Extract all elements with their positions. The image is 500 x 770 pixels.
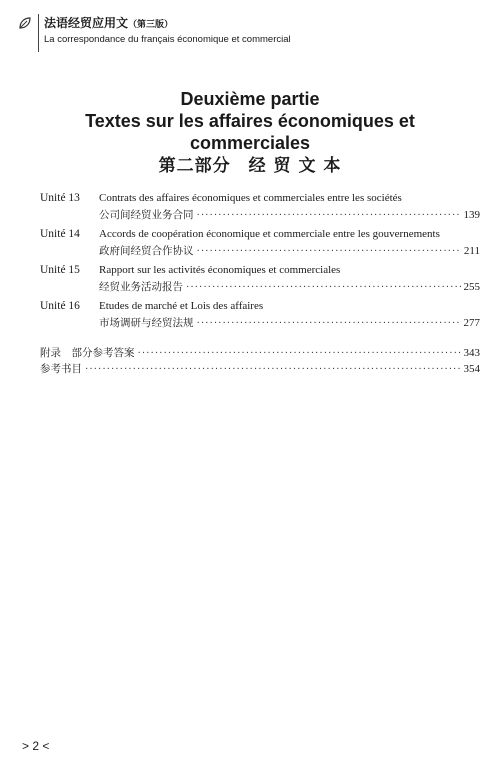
running-header — [18, 12, 488, 52]
edition-label: （第三版） — [128, 20, 174, 30]
book-subtitle-fr: La correspondance du français économique et commercial — [44, 34, 291, 45]
page-number: 354 — [463, 363, 480, 375]
unit-number: Unité 13 — [40, 192, 80, 204]
dot-leader — [138, 346, 461, 362]
toc-entry-bibliography[interactable] — [40, 361, 480, 378]
page-number: 255 — [463, 281, 480, 293]
unit-zh-line — [99, 315, 480, 332]
page-folio: > 2 < — [22, 739, 50, 753]
toc-entry-unit-16[interactable] — [40, 298, 480, 334]
dot-leader — [197, 208, 461, 224]
part-title-fr-line2: Textes sur les affaires économiques et — [85, 111, 415, 131]
dot-leader — [197, 244, 461, 260]
unit-number: Unité 14 — [40, 228, 80, 240]
header-divider — [38, 14, 39, 52]
unit-title-fr: Rapport sur les activités économiques et commerciales — [99, 264, 341, 276]
book-title-zh — [44, 14, 173, 31]
dot-leader — [85, 362, 461, 378]
dot-leader — [197, 316, 461, 332]
book-title-zh-text: 法语经贸应用文 — [44, 16, 129, 30]
part-title-fr-line1: Deuxième partie — [180, 89, 320, 109]
toc-entry-unit-15[interactable] — [40, 262, 480, 298]
unit-title-zh: 经贸业务活动报告 — [99, 281, 183, 293]
unit-zh-line — [99, 207, 480, 224]
unit-title-zh: 公司间经贸业务合同 — [99, 209, 194, 221]
bibliography-label: 参考书目 — [40, 363, 82, 375]
unit-zh-line — [99, 243, 480, 260]
unit-title-fr: Accords de coopération économique et commerciale entre les gouvernements — [99, 228, 440, 240]
unit-title-zh: 市场调研与经贸法规 — [99, 317, 194, 329]
toc-entry-unit-13[interactable] — [40, 190, 480, 226]
page-number: 139 — [463, 209, 480, 221]
toc-entry-appendix-answers[interactable] — [40, 345, 480, 362]
leaf-logo-icon — [18, 16, 32, 30]
part-title-zh: 第二部分 经 贸 文 本 — [158, 156, 342, 176]
page-number: 277 — [463, 317, 480, 329]
table-of-contents — [40, 190, 480, 334]
part-title-fr-line3: commerciales — [189, 133, 311, 153]
unit-title-fr: Etudes de marché et Lois des affaires — [99, 300, 264, 312]
unit-zh-line — [99, 279, 480, 296]
unit-number: Unité 16 — [40, 300, 80, 312]
dot-leader — [186, 280, 461, 296]
unit-title-fr: Contrats des affaires économiques et commerciales entre les sociétés — [99, 192, 402, 204]
page-number: 211 — [463, 245, 480, 257]
page-number: 343 — [463, 347, 480, 359]
unit-title-zh: 政府间经贸合作协议 — [99, 245, 194, 257]
unit-number: Unité 15 — [40, 264, 80, 276]
toc-entry-unit-14[interactable] — [40, 226, 480, 262]
part-title — [0, 88, 500, 177]
appendix-label: 附录 部分参考答案 — [40, 347, 135, 359]
